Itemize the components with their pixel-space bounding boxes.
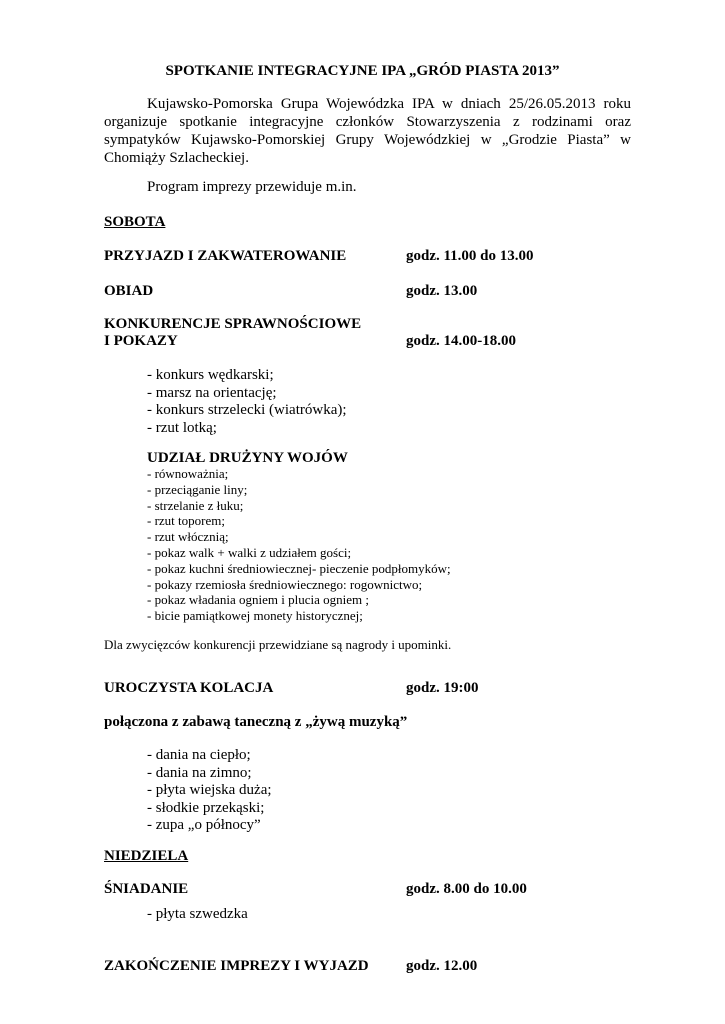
competitions-label-line2: I POKAZY: [104, 333, 178, 349]
competitions-list: [147, 367, 347, 437]
document-title: SPOTKANIE INTEGRACYJNE IPA „GRÓD PIASTA 2013”: [165, 63, 560, 79]
list-item: - rzut włócznią;: [147, 529, 229, 545]
intro-line: organizuje spotkanie integracyjne członków Stowarzyszenia z rodzinami oraz: [104, 114, 631, 130]
list-item: - słodkie przekąski;: [147, 799, 265, 816]
intro-paragraph: [104, 95, 631, 167]
warriors-list: [147, 466, 451, 624]
intro-line: sympatyków Kujawsko-Pomorskiej Grupy Wojewódzkiej w „Grodzie Piasta” w: [104, 132, 631, 148]
list-item: - pokaz walk + walki z udziałem gości;: [147, 544, 352, 560]
breakfast-list: [147, 906, 248, 924]
dinner-subtitle: połączona z zabawą taneczną z „żywą muzyką”: [104, 714, 408, 730]
list-item: - konkurs wędkarski;: [147, 367, 274, 383]
list-item: - marsz na orientację;: [147, 384, 277, 401]
prizes-note: Dla zwycięzców konkurencji przewidziane są nagrody i upominki.: [104, 637, 452, 652]
breakfast-time: godz. 8.00 do 10.00: [406, 881, 527, 897]
list-item: - pokazy rzemiosła średniowiecznego: rogownictwo;: [147, 576, 423, 592]
list-item: - pokaz kuchni średniowiecznej- pieczenie podpłomyków;: [147, 560, 451, 576]
warriors-heading: UDZIAŁ DRUŻYNY WOJÓW: [147, 450, 348, 466]
intro-line: Kujawsko-Pomorska Grupa Wojewódzka IPA w dniach 25/26.05.2013 roku: [147, 96, 631, 112]
list-item: - strzelanie z łuku;: [147, 497, 244, 513]
lunch-time: godz. 13.00: [406, 283, 478, 299]
departure-time: godz. 12.00: [406, 958, 478, 974]
list-item: - dania na ciepło;: [147, 747, 251, 763]
saturday-heading: SOBOTA: [104, 214, 166, 230]
program-intro: Program imprezy przewiduje m.in.: [147, 179, 357, 195]
list-item: - pokaz władania ogniem i plucia ogniem ;: [147, 592, 370, 608]
list-item: - bicie pamiątkowej monety historycznej;: [147, 608, 363, 624]
arrival-label: PRZYJAZD I ZAKWATEROWANIE: [104, 248, 347, 264]
list-item: - dania na zimno;: [147, 764, 252, 781]
breakfast-label: ŚNIADANIE: [104, 881, 189, 897]
competitions-label-line1: KONKURENCJE SPRAWNOŚCIOWE: [104, 316, 362, 332]
dinner-menu-list: [147, 747, 272, 835]
list-item: - rzut toporem;: [147, 513, 225, 529]
list-item: - zupa „o północy”: [147, 817, 261, 833]
list-item: - płyta wiejska duża;: [147, 782, 272, 798]
list-item: - równoważnia;: [147, 466, 229, 481]
competitions-time: godz. 14.00-18.00: [406, 333, 516, 349]
lunch-label: OBIAD: [104, 283, 154, 299]
sunday-heading: NIEDZIELA: [104, 848, 189, 864]
dinner-time: godz. 19:00: [406, 680, 479, 696]
list-item: - konkurs strzelecki (wiatrówka);: [147, 402, 347, 418]
list-item: - rzut lotką;: [147, 419, 217, 436]
list-item: - przeciąganie liny;: [147, 481, 248, 497]
arrival-time: godz. 11.00 do 13.00: [406, 248, 534, 264]
list-item: - płyta szwedzka: [147, 906, 248, 922]
intro-line: Chomiąży Szlacheckiej.: [104, 150, 249, 166]
departure-label: ZAKOŃCZENIE IMPREZY I WYJAZD: [104, 958, 369, 974]
dinner-label: UROCZYSTA KOLACJA: [104, 680, 274, 696]
